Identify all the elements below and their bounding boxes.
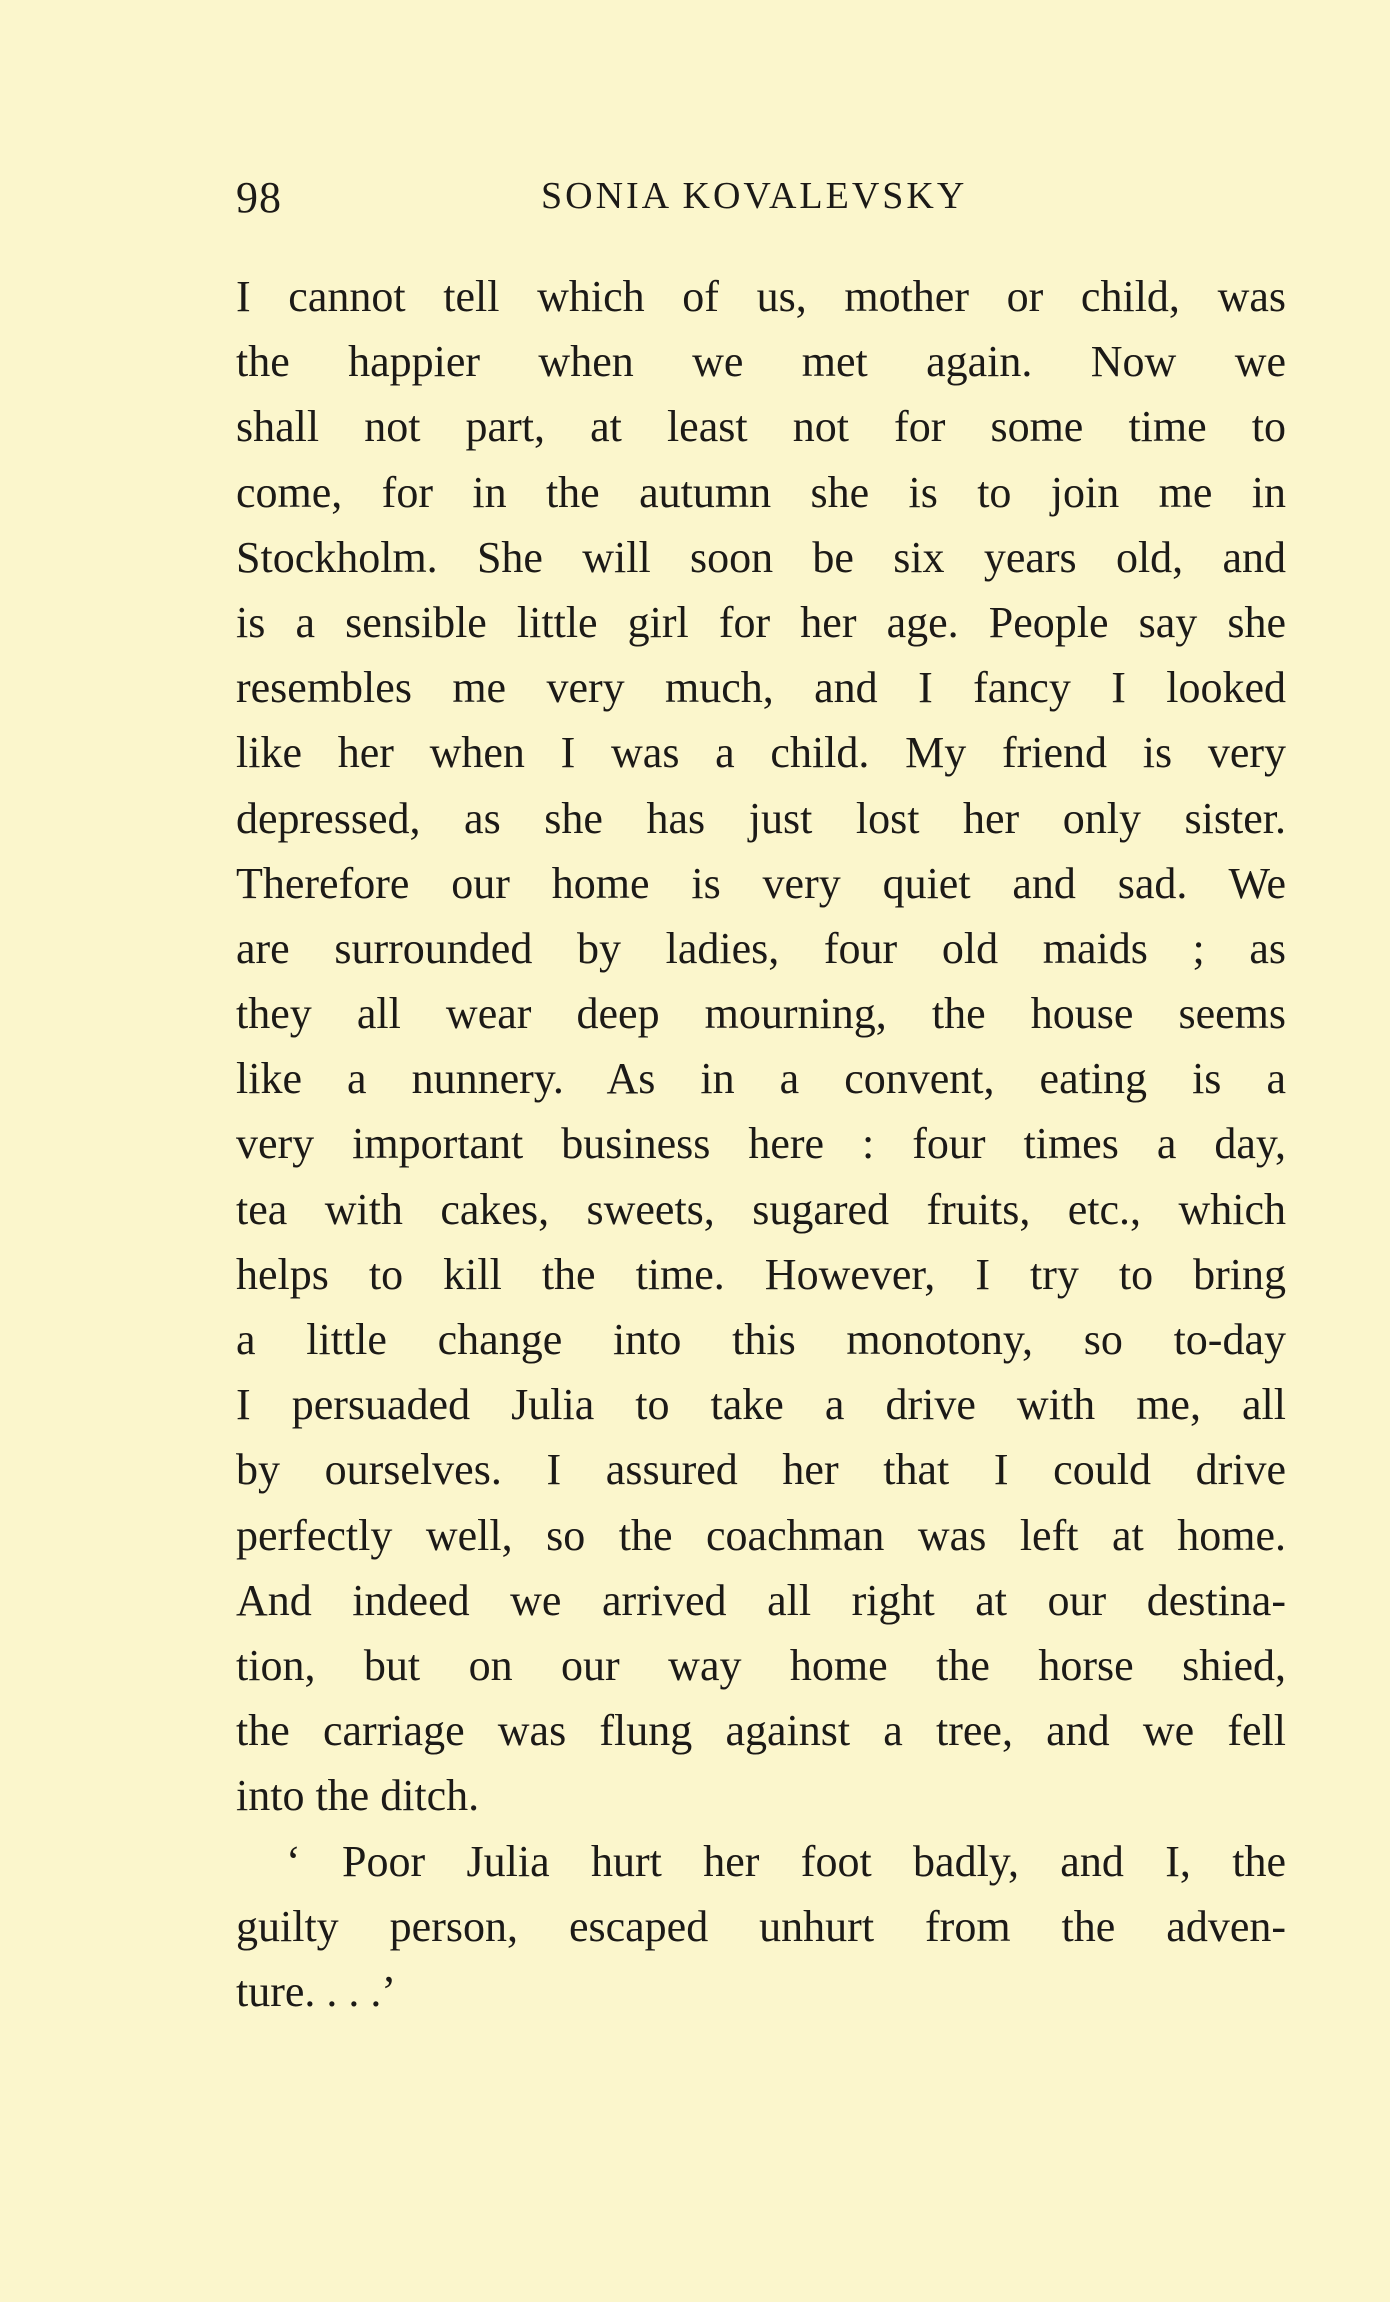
text-line: And indeed we arrived all right at our destina- <box>236 1575 1286 1625</box>
text-line: tion, but on our way home the horse shied, <box>236 1640 1286 1690</box>
text-line: the happier when we met again. Now we <box>236 337 1286 387</box>
text-line: are surrounded by ladies, four old maids ; as <box>236 923 1286 973</box>
text-line: the carriage was flung against a tree, and we fell <box>236 1706 1286 1756</box>
text-line: very important business here : four times a day, <box>236 1119 1286 1169</box>
text-line: come, for in the autumn she is to join me in <box>236 467 1286 517</box>
text-line: ‘ Poor Julia hurt her foot badly, and I, the <box>286 1836 1286 1886</box>
text-line: perfectly well, so the coachman was left at home. <box>236 1510 1286 1560</box>
text-line: Therefore our home is very quiet and sad. We <box>236 858 1286 908</box>
text-line: Stockholm. She will soon be six years old, and <box>236 532 1286 582</box>
text-line: tea with cakes, sweets, sugared fruits, etc., which <box>236 1184 1286 1234</box>
text-line: helps to kill the time. However, I try to bring <box>236 1249 1286 1299</box>
text-line: like her when I was a child. My friend is very <box>236 728 1286 778</box>
text-line: is a sensible little girl for her age. People say she <box>236 597 1286 647</box>
text-line: resembles me very much, and I fancy I looked <box>236 663 1286 713</box>
text-line: I cannot tell which of us, mother or child, was <box>236 272 1286 321</box>
text-line: ture. . . .’ <box>236 1966 397 2016</box>
text-line: by ourselves. I assured her that I could drive <box>236 1445 1286 1495</box>
text-line: I persuaded Julia to take a drive with me, all <box>236 1380 1286 1430</box>
running-title: SONIA KOVALEVSKY <box>541 175 968 217</box>
body-text <box>236 264 1286 2024</box>
text-line: they all wear deep mourning, the house seems <box>236 989 1286 1039</box>
text-line: depressed, as she has just lost her only sister. <box>236 793 1286 843</box>
text-line: a little change into this monotony, so to-day <box>236 1315 1286 1364</box>
text-line: guilty person, escaped unhurt from the adven- <box>236 1901 1286 1951</box>
text-line: like a nunnery. As in a convent, eating is a <box>236 1054 1286 1104</box>
running-head <box>236 172 1286 232</box>
text-line: into the ditch. <box>236 1771 480 1821</box>
text-line: shall not part, at least not for some time to <box>236 402 1286 452</box>
page-number: 98 <box>236 173 282 222</box>
